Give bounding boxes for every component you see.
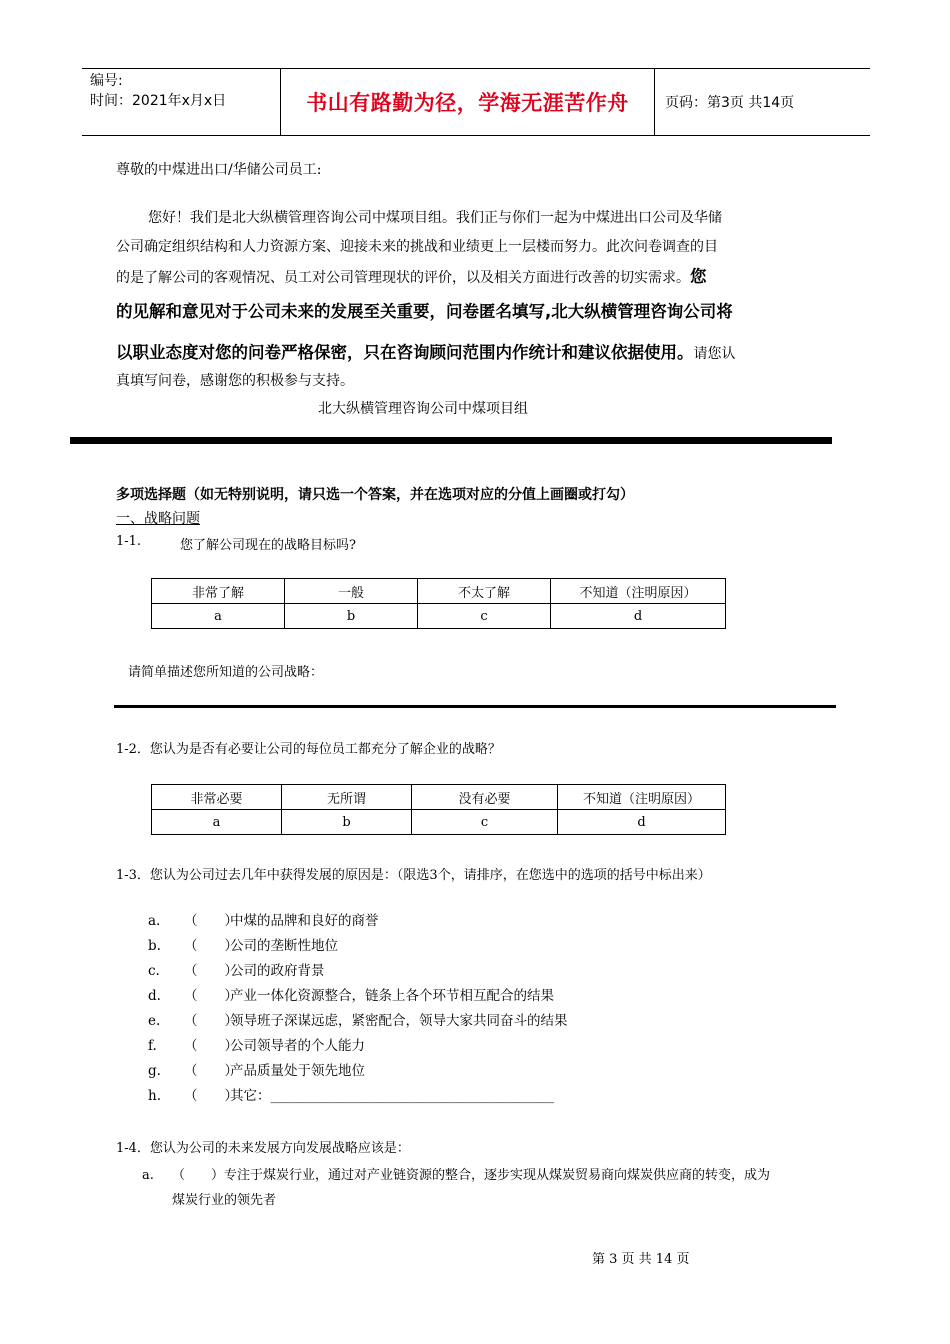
intro-line-2: 公司确定组织结构和人力资源方案、迎接未来的挑战和业绩更上一层楼而努力。此次问卷调查的目 [116, 239, 718, 255]
intro-line-3-text: 的是了解公司的客观情况、员工对公司管理现状的评价，以及相关方面进行改善的切实需求。 [116, 270, 690, 286]
choice-letter: e. [148, 1013, 161, 1029]
choice-paren[interactable]: （ ） [184, 1063, 238, 1079]
choice-item[interactable] [148, 934, 568, 959]
choice-item[interactable] [148, 909, 568, 934]
choice-text[interactable]: 其它：__________________________________________ [230, 1088, 554, 1104]
choice-letter: c. [148, 963, 160, 979]
intro-line-3-bold: 您 [690, 267, 707, 286]
page-info: 页码：第3页 共14页 [665, 95, 795, 111]
section-title: 多项选择题（如无特别说明，请只选一个答案，并在选项对应的分值上画圈或打勾） [116, 487, 634, 503]
q1-1-code-d[interactable]: d [551, 604, 726, 629]
intro-line-5-bold: 以职业态度对您的问卷严格保密，只在咨询顾问范围内作统计和建议依据使用。 [116, 343, 694, 362]
thick-divider [70, 437, 832, 444]
page-footer: 第 3 页 共 14 页 [592, 1252, 690, 1267]
choice-letter: d. [148, 988, 161, 1004]
q1-3-label: 1-3．您认为公司过去几年中获得发展的原因是：（限选3个，请排序，在您选中的选项的括号中标出来） [116, 868, 711, 883]
q1-1-followup: 请简单描述您所知道的公司战略： [128, 665, 324, 680]
motto: 书山有路勤为径，学海无涯苦作舟 [306, 91, 629, 115]
q1-2-code-a[interactable]: a [152, 810, 282, 835]
q1-4-label: 1-4．您认为公司的未来发展方向发展战略应该是： [116, 1141, 410, 1156]
choice-letter: a. [142, 1168, 154, 1183]
choice-text: 领导班子深谋远虑，紧密配合，领导大家共同奋斗的结果 [230, 1013, 568, 1029]
intro-line-5-tail: 请您认 [693, 346, 736, 362]
header-left-cell [82, 69, 281, 135]
intro-line-4: 的见解和意见对于公司未来的发展至关重要，问卷匿名填写,北大纵横管理咨询公司将 [116, 302, 733, 321]
q1-1-code-b[interactable]: b [285, 604, 418, 629]
choice-item[interactable] [148, 1084, 568, 1109]
choice-item[interactable] [148, 1034, 568, 1059]
intro-line-3 [116, 261, 707, 294]
q1-2-label: 1-2．您认为是否有必要让公司的每位员工都充分了解企业的战略？ [116, 742, 501, 757]
q1-2-table [151, 784, 726, 835]
number-label: 编号: [90, 73, 123, 89]
q1-1-option-c: 不太了解 [418, 579, 551, 604]
intro-line-6: 真填写问卷，感谢您的积极参与支持。 [116, 373, 354, 389]
subsection-title: 一、战略问题 [116, 511, 200, 527]
choice-text: 公司领导者的个人能力 [230, 1038, 365, 1054]
q1-4-choice-line-1: 专注于煤炭行业，通过对产业链资源的整合，逐步实现从煤炭贸易商向煤炭供应商的转变，成为 [224, 1168, 771, 1183]
choice-paren[interactable]: （ ） [184, 963, 238, 979]
q1-2-code-b[interactable]: b [282, 810, 412, 835]
choice-letter: h. [148, 1088, 161, 1104]
choice-letter: b. [148, 938, 161, 954]
choice-letter: a. [148, 913, 161, 929]
choice-letter: g. [148, 1063, 161, 1079]
choice-paren[interactable]: （ ） [184, 1038, 238, 1054]
choice-paren[interactable]: （ ） [184, 988, 238, 1004]
q1-1-code-c[interactable]: c [418, 604, 551, 629]
choice-text: 产业一体化资源整合，链条上各个环节相互配合的结果 [230, 988, 554, 1004]
q1-2-option-d: 不知道（注明原因） [558, 785, 726, 810]
intro-line-1: 您好！我们是北大纵横管理咨询公司中煤项目组。我们正与你们一起为中煤进出口公司及华储 [148, 210, 722, 226]
choice-text: 公司的垄断性地位 [230, 938, 338, 954]
q1-2-code-d[interactable]: d [558, 810, 726, 835]
q1-4-choice-line-2: 煤炭行业的领先者 [172, 1193, 277, 1208]
choice-text: 公司的政府背景 [230, 963, 325, 979]
signature: 北大纵横管理咨询公司中煤项目组 [318, 401, 528, 417]
choice-item[interactable] [148, 984, 568, 1009]
q1-1-option-a: 非常了解 [152, 579, 285, 604]
header-motto-cell [281, 69, 655, 135]
choice-paren[interactable]: （ ） [184, 1013, 238, 1029]
q1-1-option-b: 一般 [285, 579, 418, 604]
choice-item[interactable] [148, 1059, 568, 1084]
q1-2-option-b: 无所谓 [282, 785, 412, 810]
q1-1-table [151, 578, 726, 629]
greeting: 尊敬的中煤进出口/华储公司员工: [116, 162, 322, 178]
q1-1-number: 1-1. [116, 534, 142, 549]
choice-text: 中煤的品牌和良好的商誉 [230, 913, 379, 929]
date-line: 时间：2021年x月x日 [90, 93, 227, 109]
choice-text: 产品质量处于领先地位 [230, 1063, 365, 1079]
choice-item[interactable] [148, 1009, 568, 1034]
q1-3-choices [148, 909, 568, 1109]
q1-1-text: 您了解公司现在的战略目标吗? [180, 538, 356, 553]
choice-letter: f. [148, 1038, 157, 1054]
answer-line[interactable] [114, 705, 836, 708]
q1-2-option-c: 没有必要 [412, 785, 558, 810]
choice-item[interactable] [148, 959, 568, 984]
choice-paren[interactable]: （ ） [184, 913, 238, 929]
q1-2-option-a: 非常必要 [152, 785, 282, 810]
q1-1-option-d: 不知道（注明原因） [551, 579, 726, 604]
choice-paren[interactable]: （ ） [184, 1088, 238, 1104]
header-page-cell [655, 69, 870, 135]
q1-4-choice-a[interactable] [142, 1163, 770, 1188]
choice-paren[interactable]: （ ） [184, 938, 238, 954]
q1-2-code-c[interactable]: c [412, 810, 558, 835]
page-header [82, 68, 870, 136]
q1-1-code-a[interactable]: a [152, 604, 285, 629]
choice-paren[interactable]: （ ） [172, 1168, 225, 1183]
